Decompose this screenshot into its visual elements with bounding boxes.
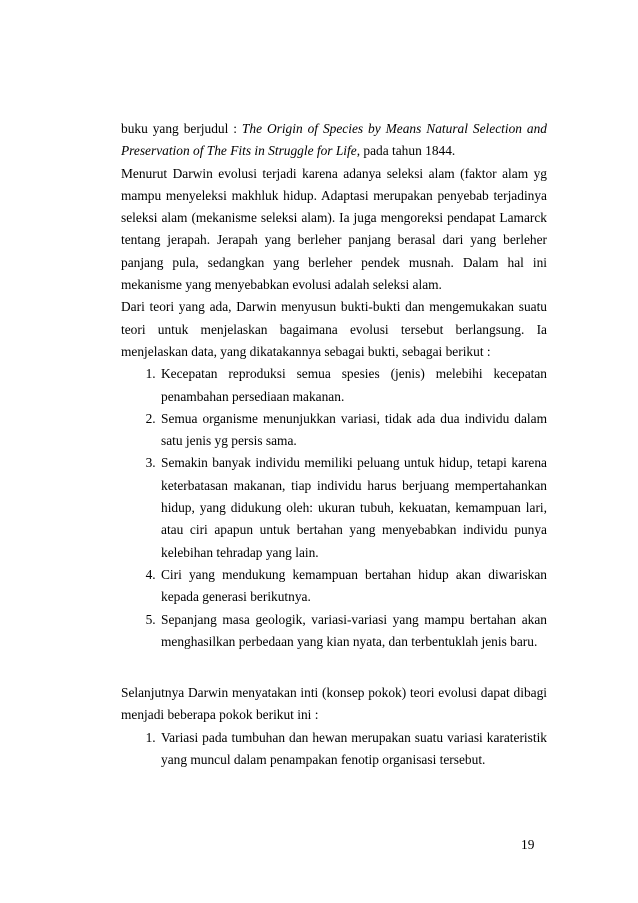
- paragraph-book-prefix: buku yang berjudul :: [121, 121, 242, 136]
- paragraph-core-concepts: Selanjutnya Darwin menyatakan inti (konsep pokok) teori evolusi dapat dibagi menjadi beberapa pokok berikut ini :: [121, 685, 547, 723]
- list-item: 5. Sepanjang masa geologik, variasi-variasi yang mampu bertahan akan menghasilkan perbedaan yang kian nyata, dan terbentuklah jenis baru.: [159, 609, 547, 654]
- list-item: 2. Semua organisme menunjukkan variasi, tidak ada dua individu dalam satu jenis yg persis sama.: [159, 408, 547, 453]
- list-item: 3. Semakin banyak individu memiliki peluang untuk hidup, tetapi karena keterbatasan makanan, tiap individu harus berjuang mempertahankan hidup, yang didukung oleh: ukuran tubuh, kekuatan, kemampuan lari, atau ciri apapun untuk bertahan yang menyebabkan individu punya kelebihan tehradap yang lain.: [159, 452, 547, 563]
- list-item: 1. Kecepatan reproduksi semua spesies (jenis) melebihi kecepatan penambahan persediaan makanan.: [159, 363, 547, 408]
- concept-list: [121, 727, 547, 772]
- list-item: 1. Variasi pada tumbuhan dan hewan merupakan suatu variasi karateristik yang muncul dalam penampakan fenotip organisasi tersebut.: [159, 727, 547, 772]
- paragraph-book-suffix: , pada tahun 1844.: [356, 143, 456, 159]
- book-title: The Origin of Species by Means Natural Selection and Preservation of The Fits in Struggle for Life: [121, 121, 547, 159]
- paragraph-natural-selection: Menurut Darwin evolusi terjadi karena adanya seleksi alam (faktor alam yg mampu menyeleksi makhluk hidup. Adaptasi merupakan penyebab terjadinya seleksi alam (mekanisme seleksi alam). Ia juga mengoreksi pendapat Lamarck tentang jerapah. Jerapah yang berleher panjang berasal dari yang berleher panjang pula, sedangkan yang berleher pendek musnah. Dalam hal ini mekanisme yang menyebabkan evolusi adalah seleksi alam.: [121, 165, 547, 293]
- evidence-list: [121, 363, 547, 653]
- main-text-upper: [121, 118, 547, 653]
- list-item: 4. Ciri yang mendukung kemampuan bertahan hidup akan diwariskan kepada generasi berikutnya.: [159, 564, 547, 609]
- page-number: 19: [521, 837, 535, 852]
- paragraph-book-title: [121, 118, 547, 163]
- main-text-lower: [121, 682, 547, 771]
- paragraph-darwin-evidence-intro: Dari teori yang ada, Darwin menyusun bukti-bukti dan mengemukakan suatu teori untuk menjelaskan bagaimana evolusi tersebut berlangsung. Ia menjelaskan data, yang dikatakannya sebagai bukti, sebagai berikut :: [121, 299, 547, 359]
